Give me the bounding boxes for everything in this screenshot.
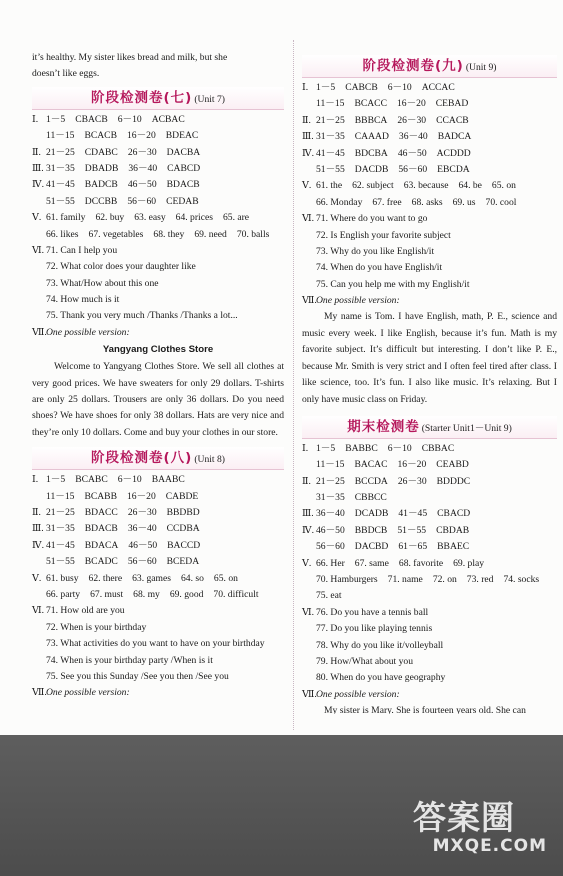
answer-item: 21－25: [316, 475, 345, 487]
answer-row: [32, 145, 284, 161]
answer-item: 56－60: [127, 556, 157, 568]
section-number: Ⅴ.: [302, 557, 312, 569]
sentence-answer: [302, 605, 557, 621]
unit7-sentences: [32, 243, 284, 325]
sentence-answer: [32, 243, 284, 259]
answer-item: BCACB: [84, 130, 117, 142]
answer-item: BDACC: [84, 507, 118, 519]
answer-item: 69. play: [453, 557, 485, 569]
answer-item: 16－20: [126, 490, 156, 502]
sentence-answer: [302, 244, 557, 260]
sentence-answer: [32, 620, 284, 636]
sentence-text: 73. What/How about this one: [46, 277, 159, 289]
answer-item: BACAC: [354, 459, 388, 471]
answer-item: 63. games: [132, 572, 171, 584]
sentence-answer: [32, 636, 284, 652]
answer-item: 21－25: [316, 114, 345, 126]
answer-item: 70. difficult: [213, 589, 259, 601]
answer-item: CCDBA: [166, 523, 200, 535]
answer-item: BBDCB: [354, 524, 388, 536]
answer-item: 6－10: [387, 82, 412, 93]
answer-item: ACDDD: [436, 147, 471, 159]
answer-item: 64. so: [181, 572, 204, 584]
answer-row: [32, 112, 284, 128]
answer-item: 75. eat: [316, 590, 342, 602]
sentence-text: 75. Thank you very much /Thanks /Thanks a lot...: [46, 310, 238, 322]
sentence-answer: [32, 669, 284, 685]
answer-item: ACCAC: [421, 82, 455, 93]
sentence-answer: [302, 654, 557, 670]
answer-row: [302, 490, 557, 506]
answer-row: [302, 146, 557, 162]
sentence-text: 74. How much is it: [46, 294, 120, 306]
answer-item: 6－10: [387, 442, 412, 454]
answer-item: 56－60: [127, 195, 157, 207]
answer-item: 61. the: [316, 180, 343, 192]
unit9-title: 阶段检测卷(九): [362, 58, 464, 74]
section-number: Ⅵ.: [32, 244, 45, 256]
section-number: Ⅵ.: [32, 605, 45, 617]
answer-row: [302, 474, 557, 490]
answer-item: BDDDC: [436, 475, 471, 487]
answer-item: 51－55: [316, 163, 345, 175]
answer-row: [302, 506, 557, 522]
sentence-answer: [32, 259, 284, 275]
answer-row: [32, 489, 284, 505]
unit9-words: [302, 178, 557, 211]
sentence-answer: [302, 670, 557, 686]
sentence-answer: [302, 211, 557, 227]
answer-row: [302, 441, 557, 457]
final-heading: [302, 416, 557, 439]
section-number: Ⅲ.: [302, 508, 314, 520]
unit7-words: [32, 210, 284, 243]
answer-item: 41－45: [46, 539, 75, 551]
answer-item: BADCB: [84, 179, 118, 191]
answer-item: 36－40: [127, 523, 157, 535]
sentence-text: 78. Why do you like it/volleyball: [316, 639, 444, 651]
answer-item: 69. good: [169, 589, 204, 601]
answer-item: 16－20: [126, 130, 156, 142]
answer-item: DCADB: [354, 508, 389, 520]
section-number: Ⅵ.: [302, 213, 315, 225]
answer-item: 62. there: [88, 572, 123, 584]
answer-item: BBBCA: [354, 114, 388, 126]
answer-item: 1－5: [316, 442, 336, 454]
unit9-essay: My name is Tom. I have English, math, P. E., science and music every week. I like English, because it’s fun. Math is my favorite subject. It’s difficult but interesting. I don’t like P. E., because Mr. Smith is very strict and I often feel tired after class. I like science, too. It’s fun. I also like music. It’s relaxing. But I only have music class on Friday.: [302, 311, 557, 405]
answer-item: BDACB: [166, 179, 200, 191]
unit8-title: 阶段检测卷(八): [91, 450, 193, 467]
section-number: Ⅰ.: [302, 82, 309, 93]
answer-item: BABBC: [345, 442, 378, 454]
answer-item: 64. prices: [175, 212, 213, 224]
answer-item: ACBAC: [151, 113, 185, 125]
answer-item: 66. Her: [316, 557, 345, 569]
answer-item: 51－55: [46, 556, 75, 568]
answer-item: 46－50: [127, 179, 157, 191]
sentence-text: 75. Can you help me with my English/it: [316, 278, 470, 290]
sentence-text: 73. What activities do you want to have on your birthday: [46, 638, 265, 650]
answer-item: CEDAB: [166, 195, 199, 207]
answer-item: 26－30: [127, 507, 157, 519]
answer-item: 1－5: [46, 474, 66, 486]
answer-item: 68. they: [153, 228, 185, 240]
answer-item: 51－55: [397, 524, 427, 536]
section-number: Ⅰ.: [32, 113, 39, 125]
section-number: Ⅳ.: [32, 179, 44, 191]
answer-item: 26－30: [397, 475, 427, 487]
answer-item: CABCB: [345, 82, 378, 93]
section-number: Ⅰ.: [302, 442, 309, 454]
answer-item: BCADC: [84, 556, 118, 568]
answer-item: 11－15: [46, 130, 75, 142]
answer-item: 64. be: [458, 180, 482, 192]
answer-row: [302, 80, 557, 96]
sentence-text: 80. When do you have geography: [316, 672, 446, 684]
answer-item: CBACB: [75, 113, 108, 125]
answer-item: BCACC: [354, 98, 387, 110]
answer-item: 1－5: [46, 113, 66, 125]
answer-item: 63. because: [403, 180, 449, 192]
unit9-sentences: [302, 211, 557, 293]
answer-item: BCABC: [75, 474, 108, 486]
answer-item: 70. Hamburgers: [316, 574, 378, 586]
sentence-answer: [302, 638, 557, 654]
answer-row: [32, 194, 284, 210]
answer-item: 72. on: [432, 574, 457, 586]
answer-item: 67. free: [372, 196, 402, 208]
answer-row: [32, 521, 284, 537]
sentence-answer: [32, 308, 284, 324]
answer-item: 46－50: [128, 539, 158, 551]
section-number: Ⅱ.: [32, 146, 41, 158]
answer-item: 36－40: [316, 508, 345, 520]
intro-line: doesn’t like eggs.: [32, 68, 100, 80]
store-name: Yangyang Clothes Store: [102, 344, 214, 356]
answer-item: 41－45: [316, 147, 345, 159]
answer-item: BDEAC: [165, 130, 199, 142]
answer-row: [32, 554, 284, 570]
watermark-logo: [413, 800, 551, 870]
final-essay-cut: My sister is Mary. She is fourteen years old. She can: [324, 705, 526, 715]
answer-item: 51－55: [46, 195, 75, 207]
sentence-answer: [302, 621, 557, 637]
answer-item: 70. cool: [485, 196, 517, 208]
answer-item: CAAAD: [354, 131, 389, 143]
unit7-heading: [32, 87, 284, 110]
answer-item: 68. favorite: [398, 557, 444, 569]
unit8-unit: (Unit 8): [194, 454, 225, 466]
answer-item: 74. socks: [503, 574, 540, 586]
sentence-text: 76. Do you have a tennis ball: [316, 606, 429, 618]
answer-row: [302, 572, 557, 588]
section-number: Ⅵ.: [302, 606, 315, 618]
section-number: Ⅰ.: [32, 474, 39, 486]
answer-item: 56－60: [398, 163, 428, 175]
answer-item: 68. asks: [411, 196, 443, 208]
answer-item: 69. us: [452, 196, 476, 208]
answer-row: [302, 523, 557, 539]
answer-item: CCACB: [436, 114, 469, 126]
sentence-answer: [302, 260, 557, 276]
section-number: Ⅴ.: [32, 572, 42, 584]
answer-item: 61. family: [46, 212, 86, 224]
section-number: Ⅱ.: [302, 114, 311, 126]
answer-item: 6－10: [117, 113, 142, 125]
answer-row: [32, 472, 284, 488]
answer-item: 73. red: [466, 574, 494, 586]
answer-row: [302, 556, 557, 572]
unit9-mc: [302, 80, 557, 178]
sentence-text: 73. Why do you like English/it: [316, 245, 435, 257]
final-words: [302, 556, 557, 605]
sentence-text: 72. What color does your daughter like: [46, 261, 196, 273]
answer-item: 61－65: [398, 541, 428, 553]
final-mc: [302, 441, 557, 556]
answer-item: 56－60: [316, 541, 345, 553]
watermark-url: MXQE.COM: [432, 836, 547, 856]
answer-item: 68. my: [133, 589, 160, 601]
answer-item: 16－20: [396, 98, 426, 110]
answer-item: DACBD: [354, 541, 389, 553]
answer-item: BDACB: [84, 523, 118, 535]
final-sentences: [302, 605, 557, 687]
answer-item: BCABB: [84, 490, 117, 502]
unit8-writing-label: Ⅶ.One possible version:: [32, 687, 130, 699]
section-number: Ⅱ.: [32, 507, 41, 519]
answer-item: BBAEC: [437, 541, 470, 553]
unit8-sentences: [32, 603, 284, 685]
answer-row: [32, 210, 284, 226]
answer-row: [32, 161, 284, 177]
sentence-text: 71. How old are you: [46, 605, 125, 617]
sentence-answer: [302, 228, 557, 244]
answer-item: 62. subject: [352, 180, 394, 192]
unit7-essay: Welcome to Yangyang Clothes Store. We sell all clothes at very good prices. We have sweaters for only 29 dollars. T-shirts are only 25 dollars. Trousers are only 36 dollars. Do you need shoes? We have shoes for only 38 dollars. Hats are very nice and they’re only 10 dollars. Come and buy your clothes in our store.: [32, 361, 284, 438]
answer-item: 31－35: [316, 492, 345, 504]
answer-item: 41－45: [46, 179, 75, 191]
answer-item: CBBAC: [421, 442, 455, 454]
answer-item: 11－15: [316, 459, 345, 471]
unit7-mc: [32, 112, 284, 210]
answer-row: [32, 128, 284, 144]
sentence-text: 77. Do you like playing tennis: [316, 623, 433, 635]
answer-row: [32, 587, 284, 603]
unit9-heading: [302, 55, 557, 78]
answer-item: 65. on: [491, 180, 516, 192]
sentence-text: 71. Where do you want to go: [316, 213, 428, 225]
answer-row: [302, 162, 557, 178]
final-writing-label: Ⅶ.One possible version:: [302, 688, 400, 700]
sentence-text: 79. How/What about you: [316, 655, 413, 667]
sentence-text: 71. Can I help you: [46, 244, 118, 256]
answer-item: 16－20: [397, 459, 427, 471]
sentence-answer: [32, 292, 284, 308]
answer-row: [302, 113, 557, 129]
answer-row: [32, 227, 284, 243]
answer-row: [302, 195, 557, 211]
answer-item: 41－45: [398, 508, 428, 520]
answer-item: 67. must: [90, 589, 124, 601]
answer-row: [302, 96, 557, 112]
answer-item: 26－30: [397, 114, 427, 126]
answer-item: CDABC: [84, 146, 118, 158]
watermark-main: 答案圈: [413, 798, 515, 837]
answer-item: 46－50: [316, 524, 345, 536]
answer-item: 71. name: [387, 574, 423, 586]
sentence-text: 74. When is your birthday party /When is it: [46, 654, 213, 666]
section-number: Ⅳ.: [302, 524, 314, 536]
answer-item: 36－40: [398, 131, 428, 143]
answer-item: 26－30: [127, 146, 157, 158]
answer-item: CABDE: [165, 490, 199, 502]
section-number: Ⅲ.: [302, 131, 314, 143]
sentence-answer: [32, 653, 284, 669]
section-number: Ⅴ.: [32, 212, 42, 224]
answer-item: 11－15: [316, 98, 345, 110]
answer-row: [302, 178, 557, 194]
right-column: [302, 55, 557, 714]
answer-row: [32, 177, 284, 193]
answer-item: BACCD: [167, 539, 201, 551]
answer-item: 31－35: [46, 523, 75, 535]
section-number: Ⅲ.: [32, 162, 44, 174]
answer-item: 31－35: [316, 131, 345, 143]
sentence-answer: [32, 276, 284, 292]
answer-item: 46－50: [397, 147, 427, 159]
answer-item: DBADB: [84, 162, 119, 174]
answer-item: 36－40: [128, 162, 158, 174]
answer-item: 66. likes: [46, 228, 79, 240]
answer-item: 67. same: [354, 557, 389, 569]
answer-item: 61. busy: [46, 572, 79, 584]
section-number: Ⅱ.: [302, 475, 311, 487]
answer-item: 65. are: [222, 212, 250, 224]
final-title: 期末检测卷: [347, 418, 420, 435]
answer-item: CEBAD: [435, 98, 469, 110]
answer-item: 66. Monday: [316, 196, 363, 208]
left-column: [32, 50, 284, 702]
answer-item: CBBCC: [354, 492, 387, 504]
answer-item: 70. balls: [236, 228, 270, 240]
unit7-unit: (Unit 7): [194, 93, 225, 105]
sentence-answer: [302, 277, 557, 293]
answer-item: DCCBB: [84, 195, 118, 207]
unit9-unit: (Unit 9): [465, 62, 497, 73]
answer-item: BAABC: [151, 474, 185, 486]
answer-item: BDCBA: [354, 147, 388, 159]
sentence-text: 75. See you this Sunday /See you then /See you: [46, 670, 229, 682]
column-divider: [293, 40, 294, 730]
answer-item: CBDAB: [436, 524, 470, 536]
answer-item: BADCA: [437, 131, 472, 143]
answer-item: 6－10: [117, 474, 142, 486]
answer-item: 67. vegetables: [88, 228, 144, 240]
answer-item: 21－25: [46, 146, 75, 158]
unit8-words: [32, 571, 284, 604]
answer-item: 63. easy: [134, 212, 166, 224]
answer-item: DACDB: [354, 163, 389, 175]
answer-item: 62. buy: [95, 212, 125, 224]
unit8-heading: [32, 447, 284, 470]
answer-item: DACBA: [166, 146, 201, 158]
sentence-text: 72. When is your birthday: [46, 621, 147, 633]
answer-row: [32, 571, 284, 587]
answer-item: EBCDA: [437, 163, 470, 175]
answer-item: 69. need: [194, 228, 227, 240]
answer-item: 31－35: [46, 162, 75, 174]
answer-row: [32, 538, 284, 554]
unit7-title: 阶段检测卷(七): [91, 89, 193, 106]
sentence-text: 74. When do you have English/it: [316, 262, 443, 274]
answer-item: CEABD: [436, 459, 469, 471]
answer-item: 11－15: [46, 490, 75, 502]
answer-item: BBDBD: [166, 507, 200, 519]
answer-item: 1－5: [316, 82, 336, 93]
answer-item: 21－25: [46, 507, 75, 519]
answer-row: [302, 457, 557, 473]
section-number: Ⅳ.: [302, 147, 314, 159]
sentence-answer: [32, 603, 284, 619]
answer-item: 66. party: [46, 589, 81, 601]
answer-row: [32, 505, 284, 521]
sentence-text: 72. Is English your favorite subject: [316, 229, 451, 241]
answer-item: CBACD: [437, 508, 471, 520]
section-number: Ⅳ.: [32, 539, 44, 551]
answer-row: [302, 129, 557, 145]
section-number: Ⅴ.: [302, 180, 312, 192]
answer-item: BCCDA: [354, 475, 388, 487]
answer-item: 65. on: [213, 572, 238, 584]
answer-item: CABCD: [167, 162, 201, 174]
unit7-writing-label: Ⅶ.One possible version:: [32, 326, 130, 338]
answer-item: BCEDA: [166, 556, 200, 568]
unit8-mc: [32, 472, 284, 570]
answer-item: BDACA: [84, 539, 119, 551]
answer-row: [302, 539, 557, 555]
unit9-writing-label: Ⅶ.One possible version:: [302, 295, 400, 307]
answer-row: [302, 588, 557, 604]
section-number: Ⅲ.: [32, 523, 44, 535]
intro-line: it’s healthy. My sister likes bread and milk, but she: [32, 52, 228, 63]
final-unit: (Starter Unit1－Unit 9): [421, 422, 512, 434]
